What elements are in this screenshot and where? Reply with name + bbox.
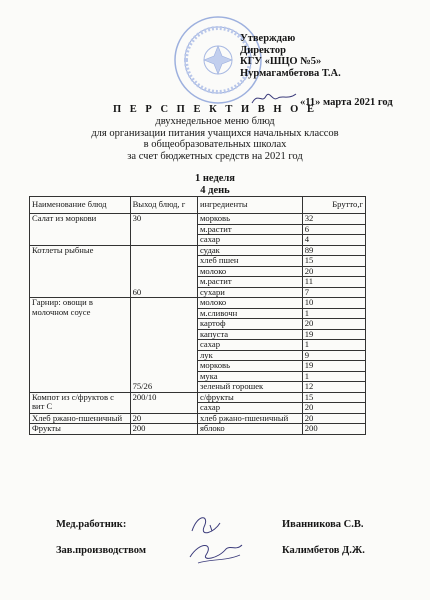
approval-date: «11» марта 2021 год <box>300 97 393 108</box>
document-subtitle <box>0 116 430 162</box>
dish-name: Гарнир: овощи в молочном соусе <box>30 298 131 393</box>
ingredient-name: морковь <box>197 361 302 372</box>
kitchen-chief-label: Зав.производством <box>56 545 146 556</box>
header-ingredients: ингредиенты <box>197 197 302 214</box>
table-row <box>30 298 366 309</box>
ingredient-brutto: 9 <box>302 350 365 361</box>
ingredient-brutto: 6 <box>302 224 365 235</box>
header-dish: Наименование блюд <box>30 197 131 214</box>
ingredient-name: м.растит <box>197 277 302 288</box>
approval-line-4: Нурмагамбетова Т.А. <box>240 67 341 79</box>
ingredient-name: зеленый горошек <box>197 382 302 393</box>
subtitle-line-4: в общеобразовательных школах <box>143 139 287 150</box>
table-row <box>30 245 366 256</box>
ingredient-brutto: 7 <box>302 287 365 298</box>
dish-output: 20 <box>130 413 197 424</box>
dish-output: 75/26 <box>130 298 197 393</box>
ingredient-name: с/фрукты <box>197 392 302 403</box>
ingredient-name: сахар <box>197 340 302 351</box>
ingredient-brutto: 15 <box>302 256 365 267</box>
ingredient-name: судак <box>197 245 302 256</box>
ingredient-brutto: 10 <box>302 298 365 309</box>
approval-block <box>240 33 341 79</box>
ingredient-brutto: 15 <box>302 392 365 403</box>
ingredient-name: морковь <box>197 214 302 225</box>
ingredient-brutto: 89 <box>302 245 365 256</box>
ingredient-name: яблоко <box>197 424 302 435</box>
ingredient-name: сахар <box>197 403 302 414</box>
ingredient-name: м.сливочн <box>197 308 302 319</box>
dish-name: Хлеб ржано-пшеничный <box>30 413 131 424</box>
med-worker-name: Иванникова С.В. <box>282 519 364 530</box>
ingredient-name: картоф <box>197 319 302 330</box>
approval-line-2: Директор <box>240 44 286 56</box>
dish-name: Компот из с/фруктов с вит С <box>30 392 131 413</box>
subtitle-line-2: двухнедельное меню блюд <box>155 116 275 127</box>
ingredient-brutto: 20 <box>302 319 365 330</box>
kitchen-chief-name: Калимбетов Д.Ж. <box>282 545 365 556</box>
ingredient-brutto: 1 <box>302 371 365 382</box>
ingredient-name: сухари <box>197 287 302 298</box>
dish-output: 30 <box>130 214 197 246</box>
ingredient-name: м.растит <box>197 224 302 235</box>
dish-name: Котлеты рыбные <box>30 245 131 298</box>
approval-line-3: КГУ «ШЦО №5» <box>240 56 322 67</box>
dish-output: 200/10 <box>130 392 197 413</box>
table-row <box>30 413 366 424</box>
week-label: 1 неделя <box>195 173 235 184</box>
dish-output: 60 <box>130 245 197 298</box>
ingredient-name: хлеб пшен <box>197 256 302 267</box>
ingredient-name: мука <box>197 371 302 382</box>
dish-name: Салат из моркови <box>30 214 131 246</box>
ingredient-brutto: 20 <box>302 266 365 277</box>
ingredient-brutto: 32 <box>302 214 365 225</box>
ingredient-name: молоко <box>197 266 302 277</box>
ingredient-name: капуста <box>197 329 302 340</box>
day-label: 4 день <box>200 185 230 196</box>
dish-name: Фрукты <box>30 424 131 435</box>
document-title: П Е Р С П Е К Т И В Н О Е <box>113 104 317 115</box>
ingredient-brutto: 4 <box>302 235 365 246</box>
ingredient-brutto: 1 <box>302 308 365 319</box>
ingredient-name: сахар <box>197 235 302 246</box>
ingredient-name: хлеб ржано-пшеничный <box>197 413 302 424</box>
table-row <box>30 214 366 225</box>
ingredient-brutto: 1 <box>302 340 365 351</box>
table-row <box>30 424 366 435</box>
subtitle-line-5: за счет бюджетных средств на 2021 год <box>127 150 303 162</box>
subtitle-line-3: для организации питания учащихся начальных классов <box>91 127 339 139</box>
ingredient-brutto: 12 <box>302 382 365 393</box>
ingredient-brutto: 20 <box>302 403 365 414</box>
ingredient-name: лук <box>197 350 302 361</box>
approval-line-1: Утверждаю <box>240 33 296 44</box>
ingredient-name: молоко <box>197 298 302 309</box>
ingredient-brutto: 200 <box>302 424 365 435</box>
table-body <box>30 214 366 435</box>
ingredient-brutto: 19 <box>302 361 365 372</box>
signatures <box>180 511 250 565</box>
menu-table <box>29 196 366 435</box>
header-output: Выход блюд, г <box>130 197 197 214</box>
header-brutto: Брутто,г <box>302 197 365 214</box>
med-worker-label: Мед.работник: <box>56 519 127 530</box>
table-header-row <box>30 197 366 214</box>
ingredient-brutto: 20 <box>302 413 365 424</box>
table-row <box>30 392 366 403</box>
dish-output: 200 <box>130 424 197 435</box>
ingredient-brutto: 11 <box>302 277 365 288</box>
ingredient-brutto: 19 <box>302 329 365 340</box>
